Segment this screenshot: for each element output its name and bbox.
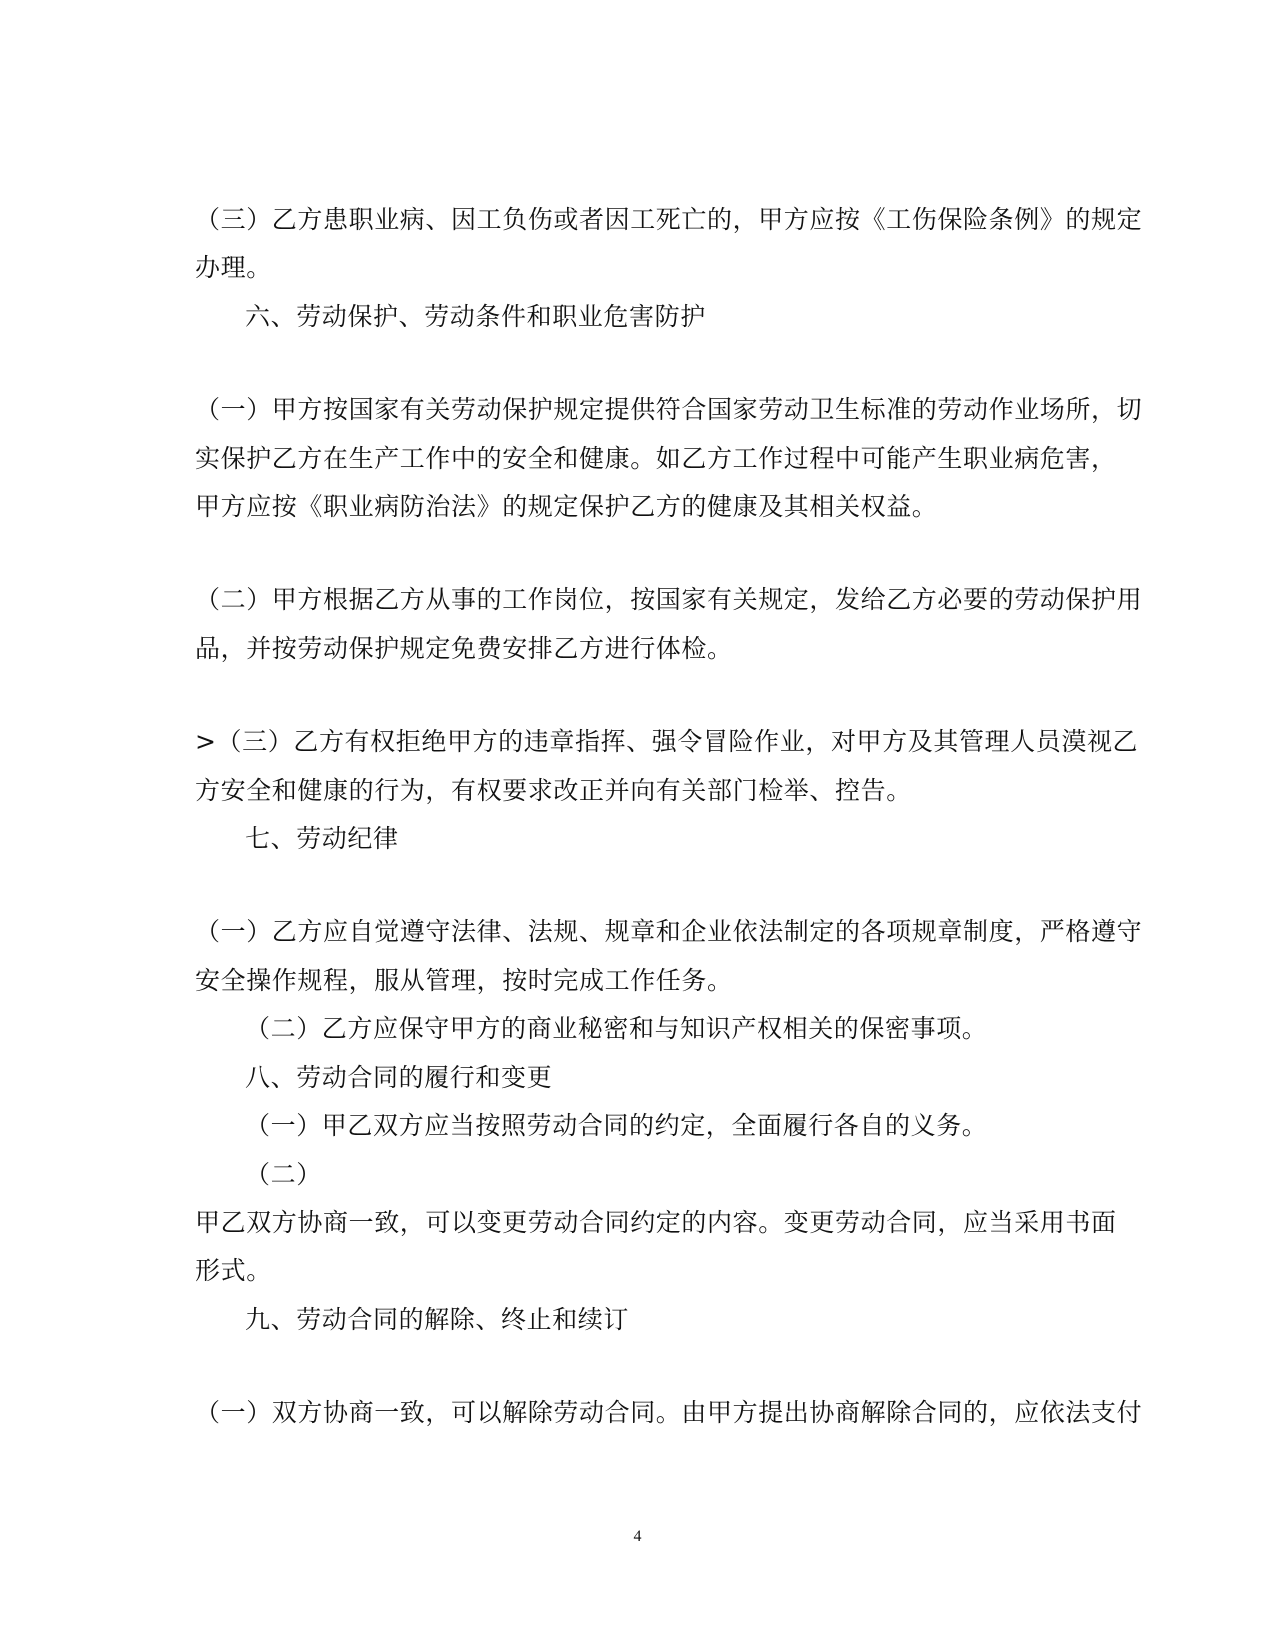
text-line: 办理。	[195, 253, 272, 282]
text-line: （一）甲乙双方应当按照劳动合同的约定，全面履行各自的义务。	[245, 1111, 988, 1140]
text-line: （三）乙方患职业病、因工负伤或者因工死亡的，甲方应按《工伤保险条例》的规定	[195, 205, 1143, 234]
section-heading: 八、劳动合同的履行和变更	[245, 1063, 553, 1092]
text-line: （二）甲方根据乙方从事的工作岗位，按国家有关规定，发给乙方必要的劳动保护用	[195, 585, 1143, 614]
section-heading: 六、劳动保护、劳动条件和职业危害防护	[245, 302, 706, 331]
text-line: （二）	[245, 1160, 322, 1189]
section-heading: 九、劳动合同的解除、终止和续订	[245, 1305, 630, 1334]
text-line: 安全操作规程，服从管理，按时完成工作任务。	[195, 966, 733, 995]
text-line: 品，并按劳动保护规定免费安排乙方进行体检。	[195, 634, 733, 663]
text-line: （一）双方协商一致，可以解除劳动合同。由甲方提出协商解除合同的，应依法支付	[195, 1398, 1143, 1427]
text-line: （一）甲方按国家有关劳动保护规定提供符合国家劳动卫生标准的劳动作业场所，切	[195, 395, 1143, 424]
section-heading: 七、劳动纪律	[245, 824, 399, 853]
text-line: （一）乙方应自觉遵守法律、法规、规章和企业依法制定的各项规章制度，严格遵守	[195, 917, 1143, 946]
text-line: （二）乙方应保守甲方的商业秘密和与知识产权相关的保密事项。	[245, 1014, 988, 1043]
text-line: 形式。	[195, 1256, 272, 1285]
text-line: 方安全和健康的行为，有权要求改正并向有关部门检举、控告。	[195, 776, 912, 805]
text-line: 实保护乙方在生产工作中的安全和健康。如乙方工作过程中可能产生职业病危害，	[195, 444, 1117, 473]
text-line: 甲乙双方协商一致，可以变更劳动合同约定的内容。变更劳动合同，应当采用书面	[195, 1208, 1117, 1237]
text-line: >（三）乙方有权拒绝甲方的违章指挥、强令冒险作业，对甲方及其管理人员漠视乙	[195, 727, 1139, 756]
text-line: 甲方应按《职业病防治法》的规定保护乙方的健康及其相关权益。	[195, 492, 938, 521]
page-number: 4	[633, 1528, 642, 1545]
